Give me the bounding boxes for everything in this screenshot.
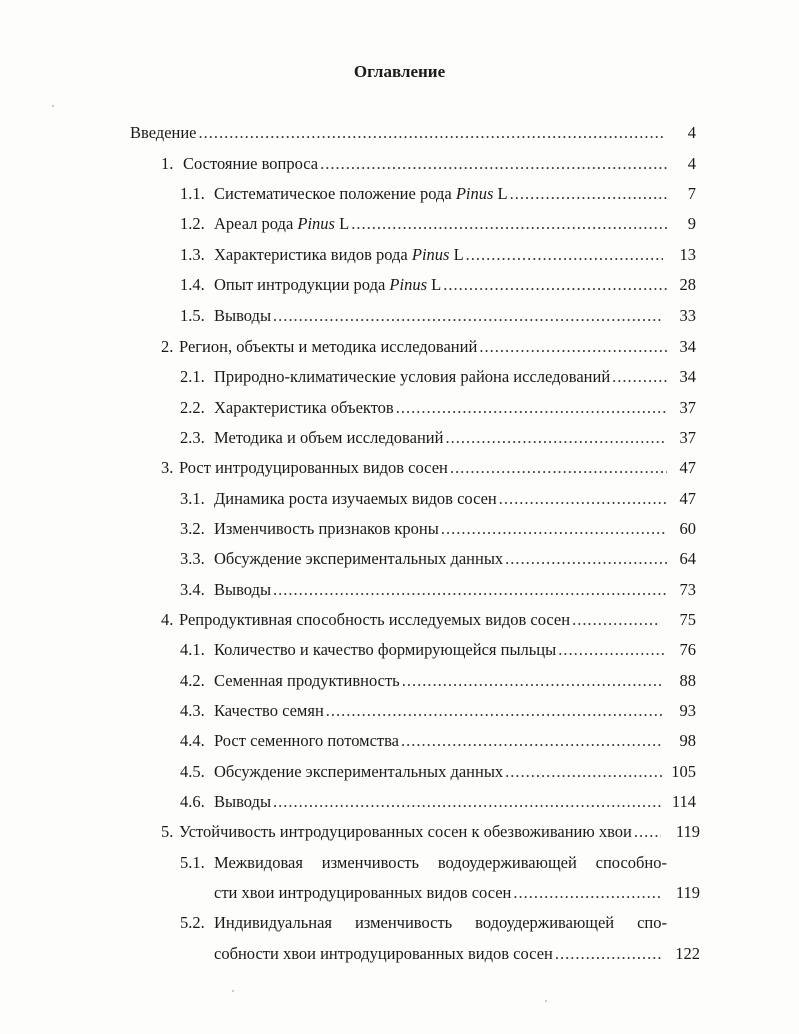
toc-entry-number: 4.5. (180, 762, 205, 781)
scan-speck (52, 105, 54, 107)
toc-page-number: 47 (679, 458, 696, 477)
toc-entry[interactable] (180, 428, 667, 448)
leader-dots (555, 944, 663, 964)
toc-page-number: 34 (679, 337, 696, 356)
toc-page-number: 119 (675, 822, 700, 841)
toc-page-number: 34 (679, 367, 696, 386)
leader-dots (273, 306, 663, 326)
toc-entry-label: Динамика роста изучаемых видов сосен (214, 489, 497, 508)
leader-dots (402, 671, 663, 691)
toc-entry-number: 4.6. (180, 792, 205, 811)
toc-entry-number: 1.3. (180, 245, 205, 264)
toc-entry-label: Изменчивость признаков кроны (214, 519, 439, 538)
toc-entry[interactable] (180, 306, 663, 326)
toc-entry-label-line1[interactable]: Межвидовая изменчивость водоудерживающей способно- (214, 853, 667, 872)
toc-page-number: 75 (679, 610, 696, 629)
toc-entry-number: 3.4. (180, 580, 205, 599)
toc-entry[interactable] (161, 458, 667, 478)
toc-entry[interactable] (161, 822, 661, 842)
toc-entry-number: 3. (161, 458, 174, 477)
toc-entry-label: Рост семенного потомства (214, 731, 400, 750)
toc-entry-label: Опыт интродукции рода Pinus L (214, 275, 442, 294)
leader-dots (445, 428, 667, 448)
leader-dots (499, 489, 667, 509)
leader-dots (401, 731, 663, 751)
toc-entry-label: Характеристика видов рода Pinus L (214, 245, 464, 264)
toc-entry[interactable] (180, 245, 663, 265)
toc-entry[interactable] (180, 549, 667, 569)
leader-dots (441, 519, 667, 539)
toc-entry-label: Рост интродуцированных видов сосен (179, 458, 448, 477)
toc-page-number: 88 (679, 671, 696, 690)
toc-entry-label: Семенная продуктивность (214, 671, 400, 690)
scan-speck (232, 990, 234, 992)
toc-entry-number: 2.1. (180, 367, 205, 386)
toc-page-number: 37 (679, 428, 696, 447)
toc-entry-label: Выводы (214, 580, 272, 599)
toc-entry[interactable] (214, 883, 663, 903)
toc-page-number: 73 (679, 580, 696, 599)
toc-page-number: 60 (679, 519, 696, 538)
toc-page-number: 4 (687, 123, 696, 142)
leader-dots (273, 792, 663, 812)
toc-entry-label-line1[interactable]: Индивидуальная изменчивость водоудерживающей спо- (214, 913, 667, 932)
toc-entry-number: 1.5. (180, 306, 205, 325)
leader-dots (351, 214, 667, 234)
toc-entry-label: Регион, объекты и методика исследований (179, 337, 478, 356)
toc-entry[interactable] (161, 337, 667, 357)
toc-entry-label: Характеристика объектов (214, 398, 394, 417)
toc-entry-number: 2.3. (180, 428, 205, 447)
leader-dots (510, 184, 667, 204)
toc-entry-number: 1.2. (180, 214, 205, 233)
toc-entry-label: Обсуждение экспериментальных данных (214, 549, 504, 568)
toc-entry-number: 1. (161, 154, 174, 173)
toc-entry-number: 4.2. (180, 671, 205, 690)
toc-entry-number: 4.1. (180, 640, 205, 659)
toc-entry[interactable] (180, 519, 667, 539)
toc-entry-label: Введение (130, 123, 197, 142)
toc-entry-number: 2.2. (180, 398, 205, 417)
leader-dots (505, 762, 663, 782)
toc-page-number: 105 (671, 762, 696, 781)
toc-entry-number: 1.1. (180, 184, 205, 203)
toc-entry-label-line2: сти хвои интродуцированных видов сосен (214, 883, 512, 902)
leader-dots (326, 701, 663, 721)
toc-page-number: 7 (687, 184, 696, 203)
toc-entry[interactable] (180, 762, 663, 782)
toc-entry[interactable] (180, 580, 667, 600)
leader-dots (513, 883, 663, 903)
toc-entry-number: 4. (161, 610, 174, 629)
leader-dots (320, 154, 667, 174)
toc-entry-label: Выводы (214, 306, 272, 325)
page-title: Оглавление (353, 62, 446, 81)
toc-page-number: 33 (679, 306, 696, 325)
toc-entry-label: Природно-климатические условия района исследований (214, 367, 611, 386)
toc-entry-label: Репродуктивная способность исследуемых видов сосен (179, 610, 571, 629)
toc-entry-label: Устойчивость интродуцированных сосен к обезвоживанию хвои (179, 822, 632, 841)
toc-page-number: 122 (675, 944, 700, 963)
toc-entry-number: 4.4. (180, 731, 205, 750)
toc-entry-label: Выводы (214, 792, 272, 811)
toc-entry[interactable] (180, 701, 663, 721)
toc-page-number: 47 (679, 489, 696, 508)
toc-entry-label-line2: собности хвои интродуцированных видов сосен (214, 944, 553, 963)
toc-entry-number: 5. (161, 822, 174, 841)
toc-entry[interactable] (180, 398, 667, 418)
toc-page-number: 114 (671, 792, 696, 811)
toc-entry[interactable] (161, 154, 667, 174)
toc-entry[interactable] (180, 367, 667, 387)
leader-dots (396, 398, 667, 418)
toc-page-number: 98 (679, 731, 696, 750)
toc-entry-number: 5.2. (180, 913, 205, 932)
toc-entry-number: 5.1. (180, 853, 205, 872)
leader-dots (479, 337, 667, 357)
toc-entry-number: 3.2. (180, 519, 205, 538)
toc-entry[interactable] (214, 944, 663, 964)
toc-page-number: 28 (679, 275, 696, 294)
toc-entry-number: 4.3. (180, 701, 205, 720)
leader-dots (273, 580, 667, 600)
toc-entry[interactable] (180, 671, 663, 691)
toc-page-number: 9 (687, 214, 696, 233)
toc-entry[interactable] (180, 792, 663, 812)
toc-entry[interactable] (130, 123, 663, 143)
toc-entry[interactable] (180, 184, 667, 204)
leader-dots (450, 458, 667, 478)
toc-entry[interactable] (180, 214, 667, 234)
toc-entry[interactable] (161, 610, 658, 630)
leader-dots (199, 123, 663, 143)
toc-page-number: 76 (679, 640, 696, 659)
toc-entry-label: Качество семян (214, 701, 324, 720)
toc-entry-label: Ареал рода Pinus L (214, 214, 350, 233)
leader-dots (505, 549, 667, 569)
leader-dots (466, 245, 663, 265)
scan-speck (545, 1000, 547, 1002)
toc-entry-number: 2. (161, 337, 174, 356)
toc-entry-label: Состояние вопроса (183, 154, 319, 173)
toc-page-number: 13 (679, 245, 696, 264)
toc-page-number: 4 (687, 154, 696, 173)
toc-page-number: 119 (675, 883, 700, 902)
toc-entry[interactable] (180, 275, 667, 295)
toc-page-number: 64 (679, 549, 696, 568)
toc-entry[interactable] (180, 731, 663, 751)
toc-entry[interactable] (180, 489, 667, 509)
toc-entry-number: 1.4. (180, 275, 205, 294)
toc-page-number: 93 (679, 701, 696, 720)
toc-entry-number: 3.1. (180, 489, 205, 508)
toc-entry-label: Обсуждение экспериментальных данных (214, 762, 504, 781)
leader-dots (443, 275, 667, 295)
toc-entry-number: 3.3. (180, 549, 205, 568)
toc-page-number: 37 (679, 398, 696, 417)
toc-entry-label: Методика и объем исследований (214, 428, 444, 447)
toc-entry-label: Количество и качество формирующейся пыльцы (214, 640, 557, 659)
toc-entry[interactable] (180, 640, 667, 660)
toc-entry-label: Систематическое положение рода Pinus L (214, 184, 508, 203)
